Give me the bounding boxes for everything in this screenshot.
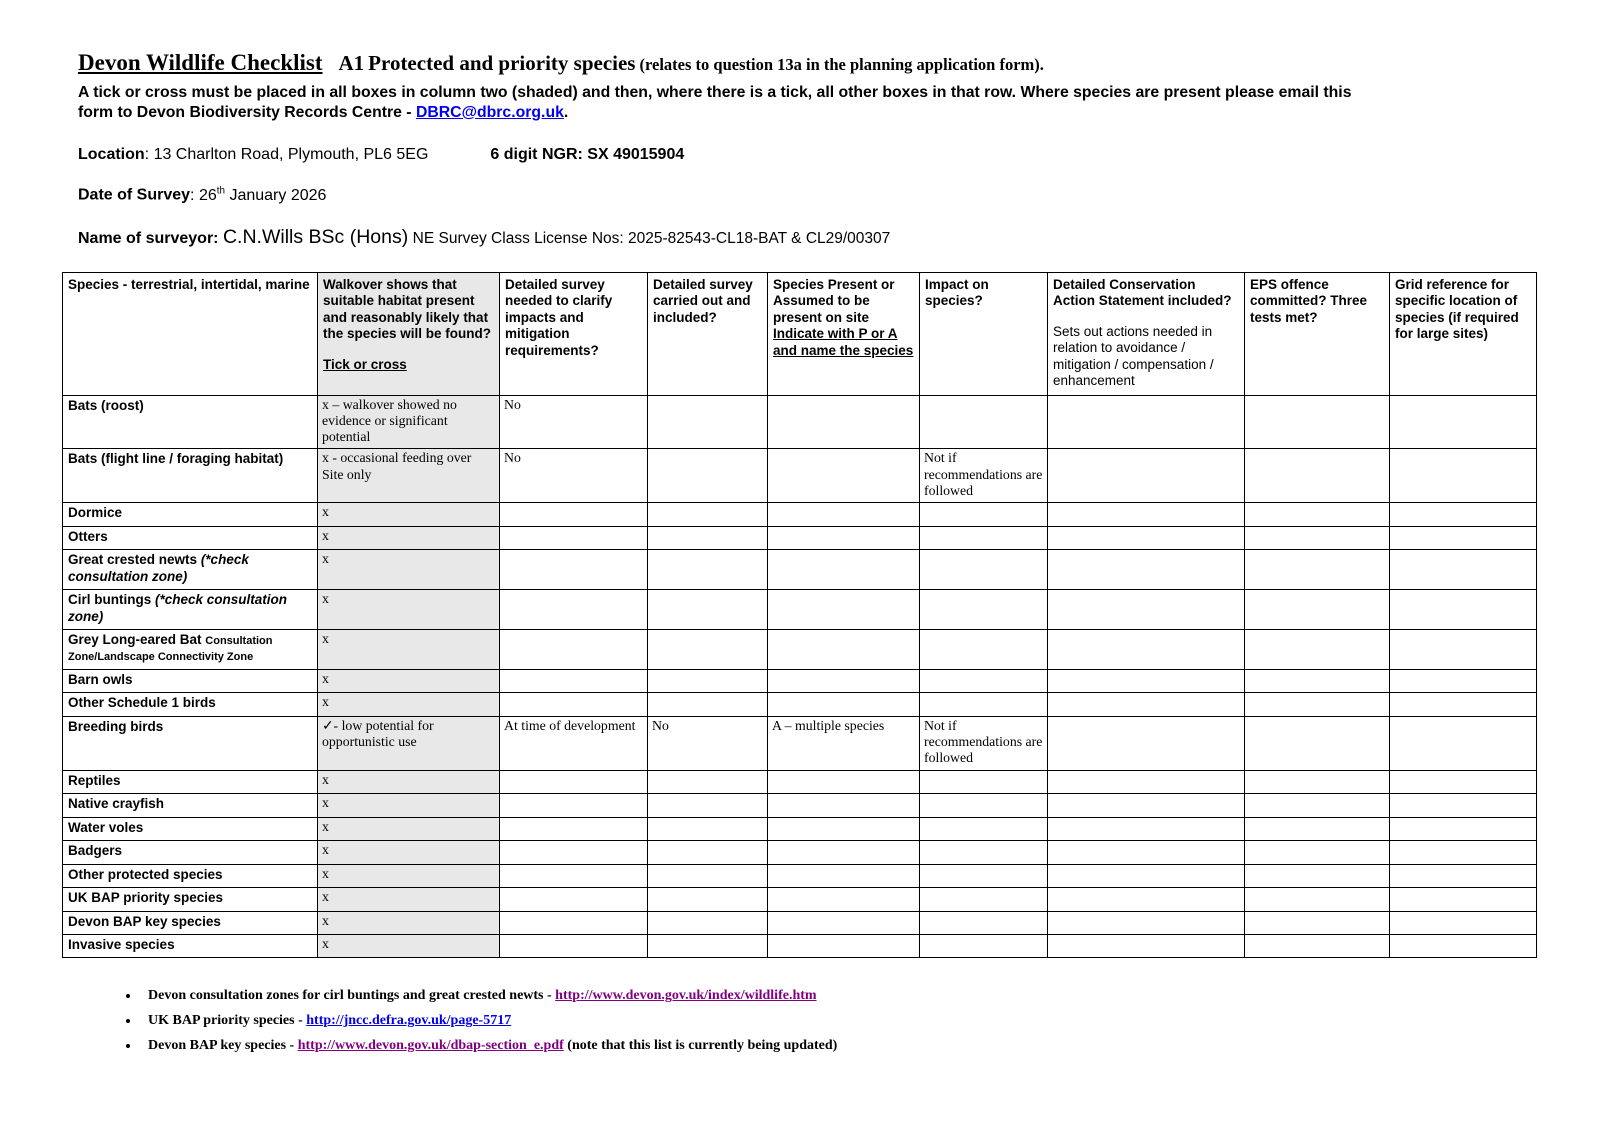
walkover-cell: x <box>318 590 500 630</box>
value-cell: No <box>648 716 768 770</box>
value-cell <box>920 395 1048 449</box>
value-cell <box>768 693 920 716</box>
species-name-cell <box>63 395 318 449</box>
species-name: Other protected species <box>68 866 223 882</box>
table-row <box>63 770 1537 793</box>
table-row <box>63 794 1537 817</box>
col-header-walkover <box>318 272 500 395</box>
instructions-paragraph <box>78 83 1370 122</box>
species-name-cell <box>63 770 318 793</box>
value-cell <box>1390 503 1537 526</box>
species-name: Grey Long-eared Bat <box>68 632 206 648</box>
value-cell <box>648 449 768 503</box>
species-name-suffix: (*check consultation zone) <box>68 592 288 624</box>
value-cell <box>1245 841 1390 864</box>
col-header-walkover-tickcross: Tick or cross <box>323 356 407 372</box>
species-name-cell <box>63 911 318 934</box>
col-header-walkover-text: Walkover shows that suitable habitat present and reasonably likely that the species will be found? <box>323 276 492 342</box>
value-cell <box>1390 911 1537 934</box>
surveyor-name: C.N.Wills BSc (Hons) <box>222 225 409 248</box>
table-row <box>63 716 1537 770</box>
location-line <box>78 146 1538 164</box>
table-row <box>63 864 1537 887</box>
value-cell <box>1048 503 1245 526</box>
value-cell <box>1245 794 1390 817</box>
walkover-cell: x – walkover showed no evidence or significant potential <box>318 395 500 449</box>
value-cell <box>768 630 920 670</box>
species-name: UK BAP priority species <box>68 890 224 906</box>
value-cell <box>1245 716 1390 770</box>
table-row <box>63 911 1537 934</box>
value-cell: At time of development <box>500 716 648 770</box>
ngr-label: 6 digit NGR <box>490 146 578 164</box>
walkover-cell: x <box>318 934 500 957</box>
col-header-action-text: Detailed Conservation Action Statement included? <box>1053 276 1232 309</box>
value-cell <box>648 550 768 590</box>
value-cell <box>920 630 1048 670</box>
value-cell <box>1390 669 1537 692</box>
species-name-cell <box>63 550 318 590</box>
value-cell <box>500 934 648 957</box>
value-cell <box>500 888 648 911</box>
email-link[interactable]: DBRC@dbrc.org.uk <box>415 103 564 121</box>
value-cell <box>1390 794 1537 817</box>
walkover-cell: x <box>318 669 500 692</box>
footnote-uk-bap <box>140 1013 1538 1029</box>
value-cell: No <box>500 395 648 449</box>
footnote-link[interactable]: http://www.devon.gov.uk/dbap-section_e.pdf <box>297 1038 564 1054</box>
instructions-period: . <box>563 103 569 121</box>
value-cell <box>648 669 768 692</box>
col-header-survey-needed: Detailed survey needed to clarify impacts and mitigation requirements? <box>500 272 648 395</box>
value-cell: A – multiple species <box>768 716 920 770</box>
value-cell <box>920 590 1048 630</box>
col-header-impact: Impact on species? <box>920 272 1048 395</box>
value-cell <box>1048 770 1245 793</box>
walkover-cell: x <box>318 550 500 590</box>
value-cell <box>1245 888 1390 911</box>
value-cell <box>1390 817 1537 840</box>
value-cell <box>1390 395 1537 449</box>
table-row <box>63 503 1537 526</box>
value-cell <box>768 841 920 864</box>
table-row <box>63 693 1537 716</box>
value-cell <box>920 864 1048 887</box>
section-code: A1 <box>338 51 365 75</box>
value-cell <box>920 669 1048 692</box>
surveyor-license: NE Survey Class License Nos: 2025-82543-CL18-BAT & CL29/00307 <box>412 229 891 247</box>
value-cell <box>1245 693 1390 716</box>
table-row <box>63 630 1537 670</box>
value-cell <box>1245 449 1390 503</box>
species-name-cell <box>63 669 318 692</box>
value-cell <box>1245 770 1390 793</box>
date-line <box>78 185 1538 204</box>
value-cell <box>500 911 648 934</box>
value-cell <box>500 669 648 692</box>
species-table-body <box>63 395 1537 958</box>
value-cell <box>648 693 768 716</box>
species-name: Breeding birds <box>68 718 164 734</box>
species-name: Otters <box>68 528 108 544</box>
species-name-cell <box>63 841 318 864</box>
walkover-cell: x <box>318 817 500 840</box>
value-cell <box>1390 841 1537 864</box>
footnote-devon-bap <box>140 1038 1538 1054</box>
location-label: Location <box>78 146 145 164</box>
col-header-species-present <box>768 272 920 395</box>
species-name: Bats (flight line / foraging habitat) <box>68 451 284 467</box>
species-name-cell <box>63 794 318 817</box>
species-name-cell <box>63 630 318 670</box>
value-cell <box>1048 911 1245 934</box>
species-name-cell <box>63 934 318 957</box>
value-cell <box>1245 911 1390 934</box>
footnote-consultation-zones <box>140 988 1538 1004</box>
value-cell <box>768 864 920 887</box>
value-cell <box>768 770 920 793</box>
species-name: Reptiles <box>68 772 121 788</box>
species-name-cell <box>63 526 318 549</box>
value-cell: Not if recommendations are followed <box>920 716 1048 770</box>
species-name-suffix: Consultation Zone/Landscape Connectivity Zone <box>68 635 273 664</box>
surveyor-label: Name of surveyor: <box>78 229 219 247</box>
species-name: Cirl buntings <box>68 592 155 608</box>
value-cell <box>920 841 1048 864</box>
table-row <box>63 841 1537 864</box>
value-cell <box>1390 693 1537 716</box>
ngr-value: : SX 49015904 <box>577 146 685 164</box>
value-cell <box>920 526 1048 549</box>
value-cell <box>1245 864 1390 887</box>
species-name-cell <box>63 590 318 630</box>
species-name: Water voles <box>68 819 144 835</box>
value-cell <box>920 934 1048 957</box>
walkover-cell: x <box>318 888 500 911</box>
walkover-cell: x <box>318 864 500 887</box>
table-row <box>63 934 1537 957</box>
value-cell <box>1048 794 1245 817</box>
value-cell <box>648 590 768 630</box>
value-cell <box>1390 888 1537 911</box>
col-header-action-statement <box>1048 272 1245 395</box>
date-value: : 26th January 2026 <box>190 185 327 204</box>
walkover-cell: x <box>318 526 500 549</box>
value-cell <box>1245 817 1390 840</box>
section-note: (relates to question 13a in the planning application form). <box>639 55 1044 74</box>
value-cell <box>1048 716 1245 770</box>
footnote-link[interactable]: http://www.devon.gov.uk/index/wildlife.htm <box>555 988 817 1004</box>
value-cell <box>648 934 768 957</box>
value-cell <box>1048 888 1245 911</box>
value-cell <box>500 817 648 840</box>
col-header-eps-offence: EPS offence committed? Three tests met? <box>1245 272 1390 395</box>
walkover-cell: x <box>318 841 500 864</box>
value-cell <box>1245 503 1390 526</box>
col-header-grid-reference: Grid reference for specific location of species (if required for large sites) <box>1390 272 1537 395</box>
value-cell <box>648 503 768 526</box>
value-cell <box>648 526 768 549</box>
value-cell <box>1390 934 1537 957</box>
value-cell <box>920 888 1048 911</box>
species-name: Other Schedule 1 birds <box>68 695 216 711</box>
value-cell <box>648 841 768 864</box>
walkover-cell: ✓- low potential for opportunistic use <box>318 716 500 770</box>
value-cell <box>1048 526 1245 549</box>
value-cell <box>1390 449 1537 503</box>
value-cell <box>500 526 648 549</box>
value-cell <box>1390 716 1537 770</box>
value-cell <box>1048 864 1245 887</box>
value-cell <box>768 526 920 549</box>
value-cell <box>1245 395 1390 449</box>
value-cell <box>648 794 768 817</box>
value-cell <box>1048 817 1245 840</box>
document-title: Devon Wildlife Checklist <box>78 50 323 75</box>
footnote-text: Devon consultation zones for cirl buntings and great crested newts - <box>148 988 556 1004</box>
value-cell <box>1048 590 1245 630</box>
value-cell <box>920 693 1048 716</box>
value-cell <box>1048 693 1245 716</box>
table-row <box>63 590 1537 630</box>
species-name-cell <box>63 817 318 840</box>
value-cell <box>920 817 1048 840</box>
value-cell <box>500 770 648 793</box>
footnote-text: UK BAP priority species - <box>148 1013 307 1029</box>
footnote-link[interactable]: http://jncc.defra.gov.uk/page-5717 <box>306 1013 512 1029</box>
table-row <box>63 550 1537 590</box>
value-cell <box>768 817 920 840</box>
value-cell <box>1390 526 1537 549</box>
col-header-action-subnote: Sets out actions needed in relation to avoidance / mitigation / compensation / enhancement <box>1053 323 1214 389</box>
table-row <box>63 888 1537 911</box>
value-cell <box>500 693 648 716</box>
col-header-present-text: Species Present or Assumed to be present on site <box>773 276 895 325</box>
value-cell <box>920 911 1048 934</box>
value-cell <box>648 817 768 840</box>
document-header <box>62 50 1538 249</box>
species-name-suffix: (*check consultation zone) <box>68 552 249 584</box>
value-cell <box>1048 630 1245 670</box>
species-checklist-table <box>62 272 1537 959</box>
value-cell <box>1390 590 1537 630</box>
table-row <box>63 817 1537 840</box>
instructions-text: A tick or cross must be placed in all boxes in column two (shaded) and then, where there is a tick, all other boxes in that row. Where species are present please email this form to Devon Biodiversity Records Centre - <box>78 84 1352 121</box>
value-cell <box>1390 630 1537 670</box>
species-name: Great crested newts <box>68 552 201 568</box>
value-cell <box>500 503 648 526</box>
value-cell <box>1048 550 1245 590</box>
value-cell <box>768 911 920 934</box>
value-cell <box>500 590 648 630</box>
value-cell: Not if recommendations are followed <box>920 449 1048 503</box>
value-cell <box>500 841 648 864</box>
value-cell <box>920 770 1048 793</box>
value-cell <box>768 794 920 817</box>
col-header-present-indicate: Indicate with P or A and name the species <box>773 326 914 358</box>
species-name: Dormice <box>68 505 123 521</box>
value-cell <box>648 630 768 670</box>
species-name: Invasive species <box>68 936 175 952</box>
species-name-cell <box>63 864 318 887</box>
value-cell <box>500 630 648 670</box>
species-name-cell <box>63 693 318 716</box>
value-cell <box>1245 669 1390 692</box>
value-cell <box>500 550 648 590</box>
value-cell <box>1390 770 1537 793</box>
location-field <box>78 146 428 163</box>
value-cell <box>648 888 768 911</box>
value-cell <box>1048 841 1245 864</box>
walkover-cell: x <box>318 693 500 716</box>
value-cell <box>920 794 1048 817</box>
value-cell <box>1048 449 1245 503</box>
value-cell <box>768 669 920 692</box>
date-ordinal: th <box>216 185 225 197</box>
date-label: Date of Survey <box>78 186 191 204</box>
footnotes-list <box>120 988 1538 1054</box>
value-cell <box>1245 526 1390 549</box>
value-cell <box>648 770 768 793</box>
species-name: Bats (roost) <box>68 397 144 413</box>
value-cell <box>768 888 920 911</box>
value-cell <box>1390 550 1537 590</box>
value-cell <box>768 934 920 957</box>
value-cell <box>1048 395 1245 449</box>
species-name-cell <box>63 503 318 526</box>
walkover-cell: x <box>318 770 500 793</box>
footnote-text-after: (note that this list is currently being updated) <box>563 1038 838 1054</box>
value-cell <box>1048 934 1245 957</box>
value-cell <box>648 395 768 449</box>
value-cell <box>500 864 648 887</box>
species-name-cell <box>63 888 318 911</box>
walkover-cell: x <box>318 911 500 934</box>
value-cell <box>920 550 1048 590</box>
location-value: : 13 Charlton Road, Plymouth, PL6 5EG <box>144 146 429 164</box>
value-cell <box>1245 934 1390 957</box>
species-name: Devon BAP key species <box>68 913 221 929</box>
col-header-survey-carried: Detailed survey carried out and included? <box>648 272 768 395</box>
species-name-cell <box>63 449 318 503</box>
col-header-species: Species - terrestrial, intertidal, marine <box>63 272 318 395</box>
species-name-cell <box>63 716 318 770</box>
value-cell <box>768 550 920 590</box>
footnote-text: Devon BAP key species - <box>148 1038 298 1054</box>
section-title: Protected and priority species <box>368 51 636 75</box>
walkover-cell: x <box>318 503 500 526</box>
walkover-cell: x <box>318 630 500 670</box>
value-cell <box>768 503 920 526</box>
value-cell <box>1245 630 1390 670</box>
table-row <box>63 449 1537 503</box>
value-cell <box>1048 669 1245 692</box>
value-cell <box>1245 590 1390 630</box>
walkover-cell: x <box>318 794 500 817</box>
value-cell <box>920 503 1048 526</box>
value-cell <box>1390 864 1537 887</box>
surveyor-line <box>78 226 1538 249</box>
species-name: Badgers <box>68 843 123 859</box>
table-row <box>63 395 1537 449</box>
walkover-cell: x - occasional feeding over Site only <box>318 449 500 503</box>
ngr-field <box>490 146 684 163</box>
value-cell <box>648 864 768 887</box>
species-name: Barn owls <box>68 671 133 687</box>
value-cell <box>648 911 768 934</box>
table-header-row <box>63 272 1537 395</box>
value-cell <box>500 794 648 817</box>
table-row <box>63 526 1537 549</box>
value-cell <box>768 449 920 503</box>
value-cell <box>1245 550 1390 590</box>
table-row <box>63 669 1537 692</box>
value-cell: No <box>500 449 648 503</box>
value-cell <box>768 395 920 449</box>
species-name: Native crayfish <box>68 796 165 812</box>
title-line <box>78 50 1538 76</box>
value-cell <box>768 590 920 630</box>
